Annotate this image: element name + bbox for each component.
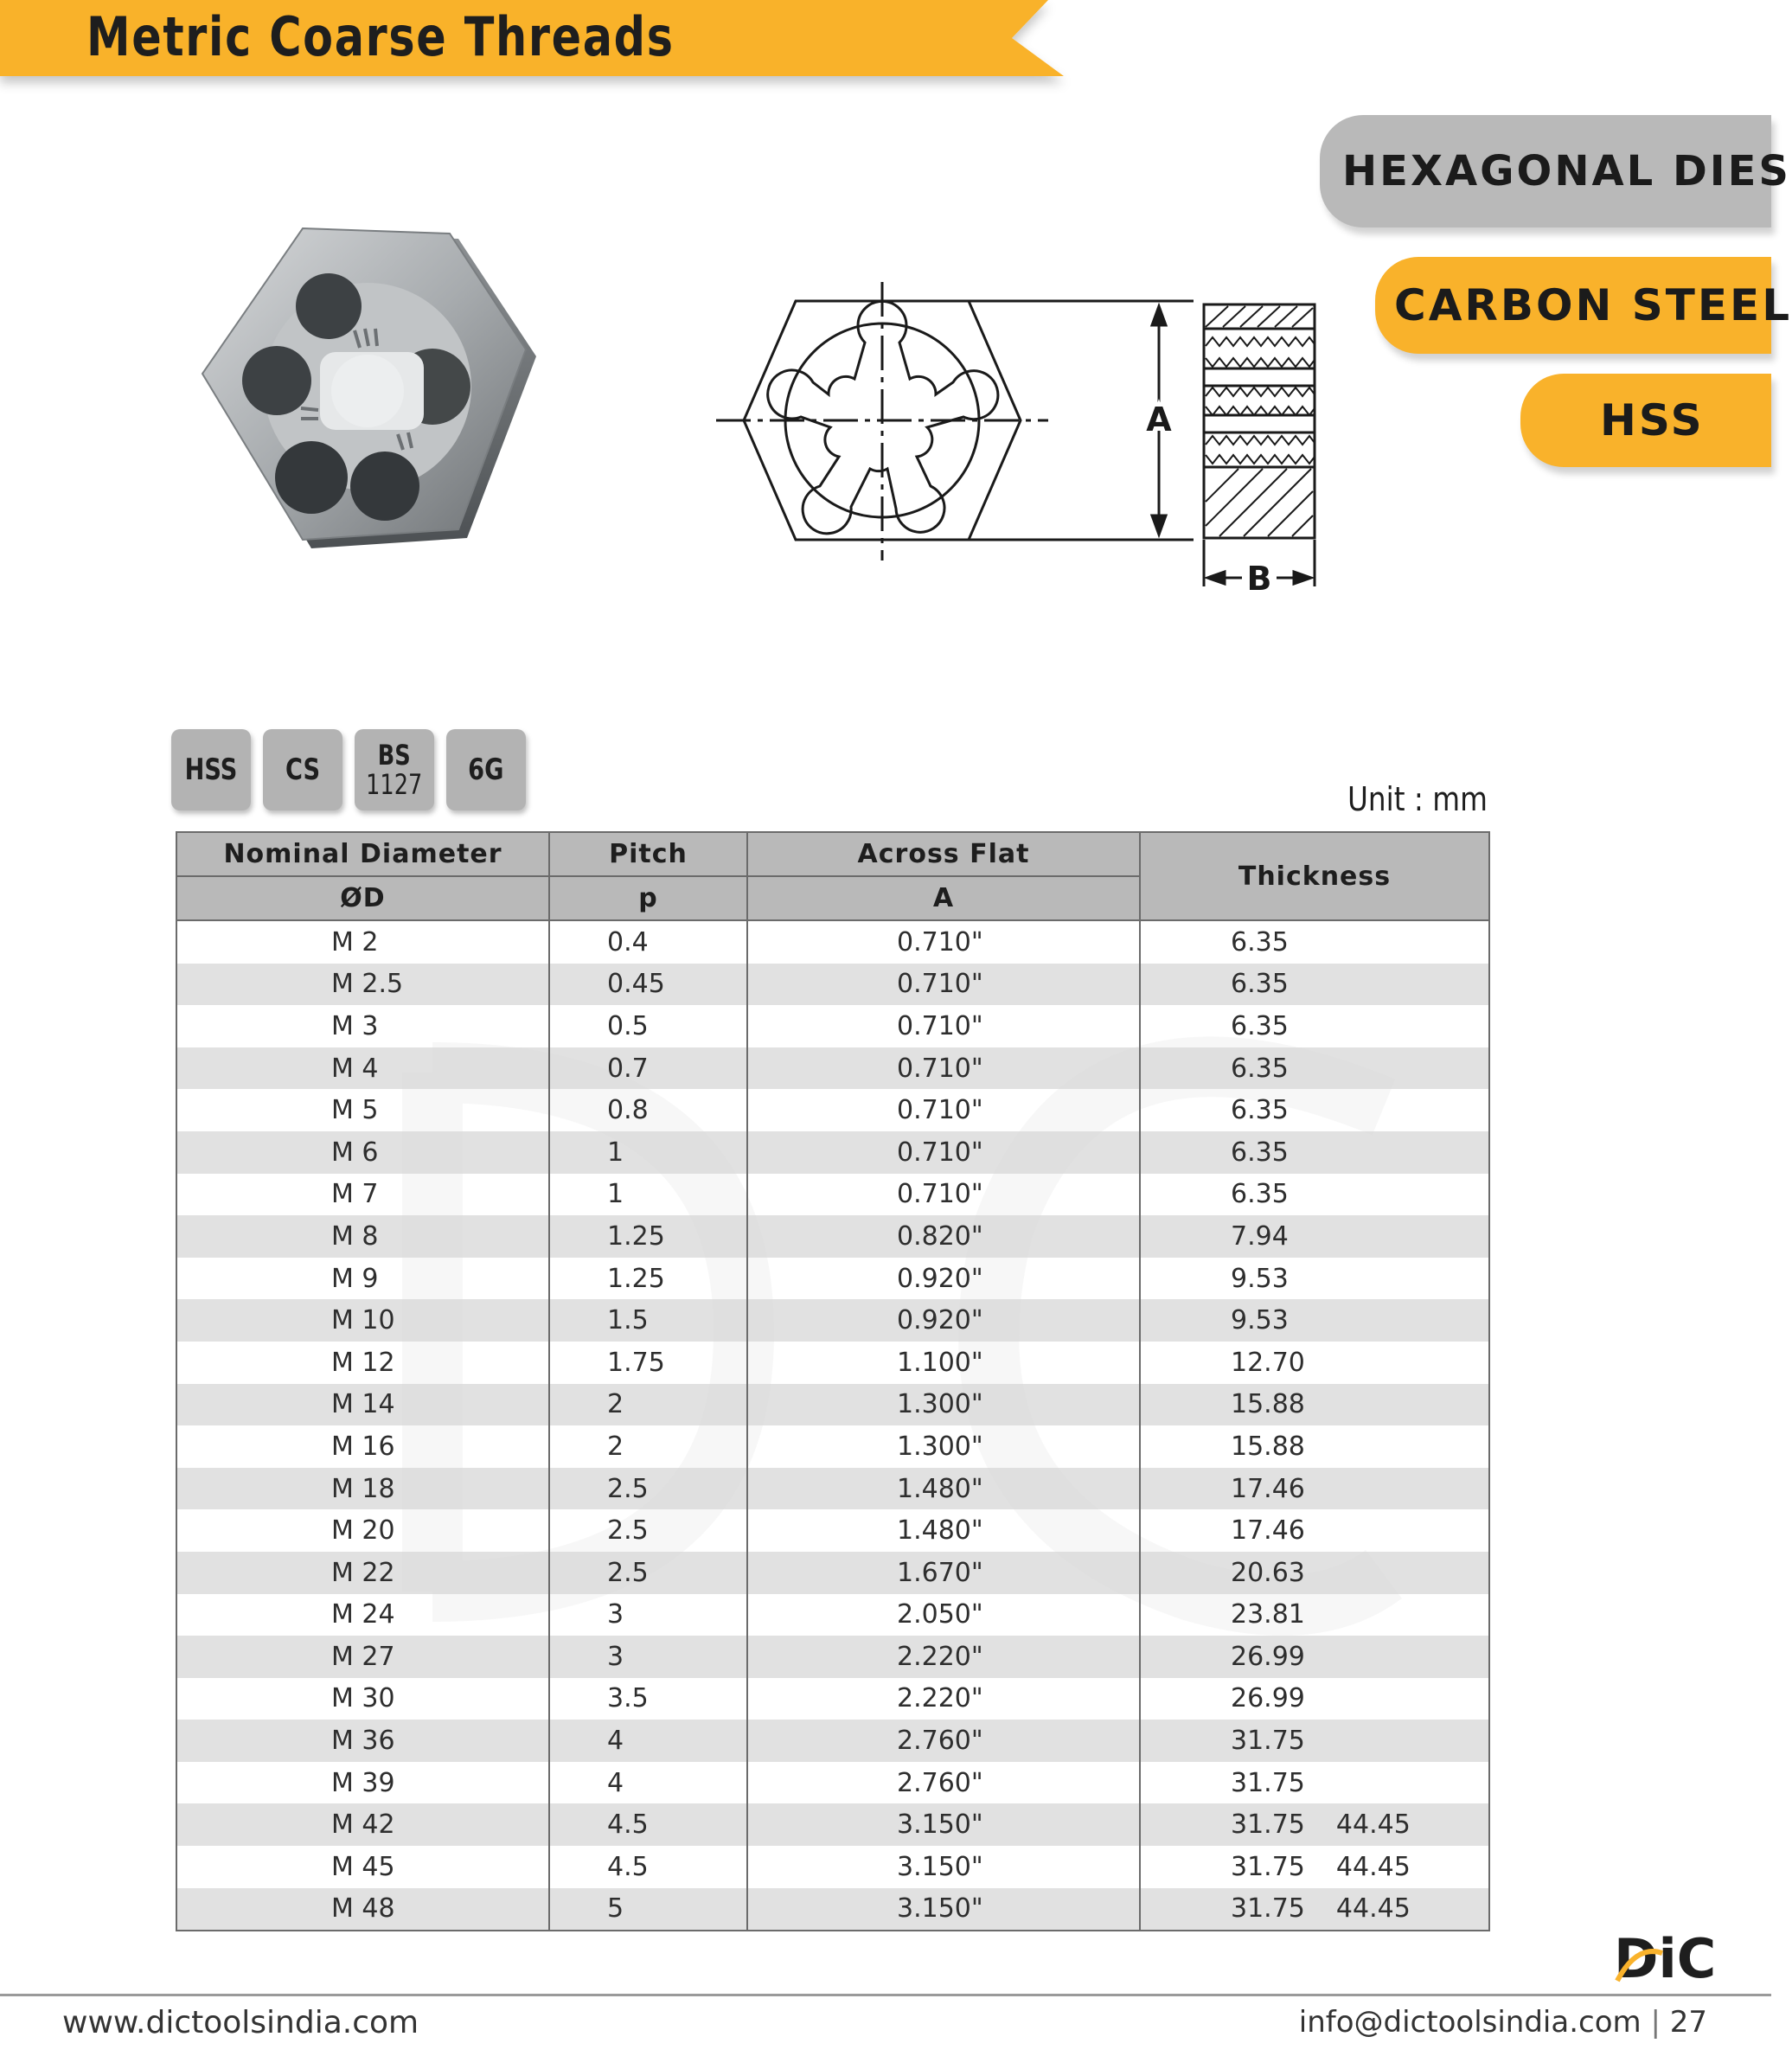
thickness-value: 23.81	[1231, 1599, 1305, 1630]
cell-across-flat: 0.820"	[747, 1215, 1140, 1258]
cell-pitch: 0.8	[549, 1089, 747, 1131]
cell-thickness	[1140, 1678, 1489, 1720]
hexagonal-die-photo	[199, 227, 545, 555]
cell-across-flat: 3.150"	[747, 1846, 1140, 1888]
dimension-a-label: A	[1146, 400, 1172, 439]
thickness-value: 6.35	[1231, 1179, 1289, 1210]
badge-6g	[446, 729, 526, 810]
badge-bs-1127	[355, 729, 434, 810]
table-row	[176, 1384, 1489, 1426]
footer-email[interactable]: info@dictoolsindia.com	[1298, 2005, 1642, 2040]
cell-pitch: 2	[549, 1425, 747, 1468]
cell-pitch: 4.5	[549, 1803, 747, 1846]
table-row	[176, 1215, 1489, 1258]
table-row	[176, 1552, 1489, 1594]
table-row	[176, 1468, 1489, 1510]
cell-across-flat: 3.150"	[747, 1803, 1140, 1846]
cell-pitch: 1	[549, 1131, 747, 1174]
cell-thickness	[1140, 1384, 1489, 1426]
thickness-value: 31.75	[1231, 1809, 1305, 1841]
header-diameter-symbol: ØD	[176, 876, 549, 920]
table-header-row	[176, 832, 1489, 876]
table-row	[176, 1803, 1489, 1846]
cell-nominal-diameter: M 8	[176, 1215, 549, 1258]
table-row	[176, 1425, 1489, 1468]
cell-thickness	[1140, 1720, 1489, 1762]
cell-thickness	[1140, 1215, 1489, 1258]
badge-cs	[263, 729, 342, 810]
badge-bs-number: 1127	[366, 768, 423, 801]
badge-cs-label: CS	[285, 753, 321, 787]
cell-across-flat: 2.760"	[747, 1762, 1140, 1804]
header-across-flat: Across Flat	[747, 832, 1140, 876]
cell-thickness	[1140, 1762, 1489, 1804]
cell-pitch: 2.5	[549, 1509, 747, 1552]
cell-nominal-diameter: M 36	[176, 1720, 549, 1762]
table-row	[176, 1047, 1489, 1090]
cell-nominal-diameter: M 6	[176, 1131, 549, 1174]
cell-thickness	[1140, 1846, 1489, 1888]
cell-thickness	[1140, 1089, 1489, 1131]
cell-nominal-diameter: M 48	[176, 1888, 549, 1931]
cell-nominal-diameter: M 4	[176, 1047, 549, 1090]
cell-thickness	[1140, 1299, 1489, 1342]
cell-pitch: 1.25	[549, 1258, 747, 1300]
cell-thickness	[1140, 1594, 1489, 1636]
thickness-value: 17.46	[1231, 1515, 1305, 1547]
title-banner	[0, 0, 1072, 82]
spec-badges	[171, 729, 526, 810]
cell-nominal-diameter: M 42	[176, 1803, 549, 1846]
cell-across-flat: 3.150"	[747, 1888, 1140, 1931]
table-row	[176, 1299, 1489, 1342]
cell-across-flat: 1.670"	[747, 1552, 1140, 1594]
cell-across-flat: 2.220"	[747, 1636, 1140, 1678]
cell-nominal-diameter: M 45	[176, 1846, 549, 1888]
cell-across-flat: 1.480"	[747, 1509, 1140, 1552]
cell-nominal-diameter: M 12	[176, 1342, 549, 1384]
thickness-value: 31.75	[1231, 1851, 1305, 1882]
cell-nominal-diameter: M 24	[176, 1594, 549, 1636]
table-row	[176, 1762, 1489, 1804]
cell-nominal-diameter: M 22	[176, 1552, 549, 1594]
table-row	[176, 1846, 1489, 1888]
badge-bs-label: BS	[378, 739, 411, 772]
thickness-value: 6.35	[1231, 1137, 1289, 1168]
cell-thickness	[1140, 964, 1489, 1006]
table-row	[176, 1342, 1489, 1384]
cell-nominal-diameter: M 30	[176, 1678, 549, 1720]
spec-table	[176, 831, 1490, 1931]
cell-nominal-diameter: M 39	[176, 1762, 549, 1804]
thickness-value: 9.53	[1231, 1305, 1289, 1336]
cell-thickness	[1140, 1131, 1489, 1174]
thickness-value: 12.70	[1231, 1347, 1305, 1378]
cell-nominal-diameter: M 20	[176, 1509, 549, 1552]
cell-pitch: 2.5	[549, 1468, 747, 1510]
cell-across-flat: 0.710"	[747, 1131, 1140, 1174]
cell-pitch: 1.25	[549, 1215, 747, 1258]
cell-thickness	[1140, 1425, 1489, 1468]
thickness-value: 6.35	[1231, 969, 1289, 1000]
cell-nominal-diameter: M 7	[176, 1174, 549, 1216]
cell-pitch: 0.4	[549, 920, 747, 964]
tag-hss-label: HSS	[1600, 395, 1705, 445]
cell-across-flat: 2.220"	[747, 1678, 1140, 1720]
cell-nominal-diameter: M 2	[176, 920, 549, 964]
thickness-value: 31.75	[1231, 1726, 1305, 1757]
thickness-value: 6.35	[1231, 1053, 1289, 1084]
tag-hexagonal-dies	[1320, 115, 1791, 227]
table-row	[176, 1888, 1489, 1931]
cell-pitch: 0.7	[549, 1047, 747, 1090]
footer-contact	[1299, 2005, 1707, 2040]
thickness-value: 26.99	[1231, 1683, 1305, 1714]
cell-thickness	[1140, 1552, 1489, 1594]
cell-pitch: 0.45	[549, 964, 747, 1006]
cell-thickness	[1140, 1258, 1489, 1300]
cell-thickness	[1140, 1047, 1489, 1090]
cell-across-flat: 0.710"	[747, 1005, 1140, 1047]
cell-pitch: 4	[549, 1762, 747, 1804]
cell-across-flat: 2.760"	[747, 1720, 1140, 1762]
thickness-value: 6.35	[1231, 926, 1289, 958]
cell-across-flat: 1.300"	[747, 1425, 1140, 1468]
table-body	[176, 920, 1489, 1931]
table-row	[176, 1678, 1489, 1720]
thickness-value: 15.88	[1231, 1431, 1305, 1462]
footer-separator: |	[1650, 2005, 1661, 2040]
table-row	[176, 1720, 1489, 1762]
cell-pitch: 2	[549, 1384, 747, 1426]
header-nominal-diameter: Nominal Diameter	[176, 832, 549, 876]
thickness-value: 26.99	[1231, 1641, 1305, 1672]
dimension-b-label: B	[1246, 560, 1272, 598]
cell-pitch: 3.5	[549, 1678, 747, 1720]
cell-pitch: 3	[549, 1636, 747, 1678]
cell-across-flat: 1.480"	[747, 1468, 1140, 1510]
tag-hss	[1520, 374, 1771, 467]
table-row	[176, 1131, 1489, 1174]
cell-pitch: 4	[549, 1720, 747, 1762]
cell-pitch: 0.5	[549, 1005, 747, 1047]
tag-carbon-steel-label: CARBON STEEL	[1394, 280, 1792, 330]
cell-nominal-diameter: M 16	[176, 1425, 549, 1468]
cell-nominal-diameter: M 10	[176, 1299, 549, 1342]
logo-text: DiC	[1614, 1927, 1717, 1990]
cell-across-flat: 0.710"	[747, 1089, 1140, 1131]
cell-thickness	[1140, 1342, 1489, 1384]
thickness-value: 15.88	[1231, 1389, 1305, 1420]
thickness-value: 17.46	[1231, 1473, 1305, 1504]
cell-nominal-diameter: M 5	[176, 1089, 549, 1131]
cell-pitch: 4.5	[549, 1846, 747, 1888]
thickness-value: 7.94	[1231, 1220, 1289, 1252]
table-row	[176, 1089, 1489, 1131]
unit-label: Unit : mm	[1347, 780, 1488, 818]
header-across-flat-symbol: A	[747, 876, 1140, 920]
cell-across-flat: 1.300"	[747, 1384, 1140, 1426]
cell-across-flat: 0.710"	[747, 1047, 1140, 1090]
cell-nominal-diameter: M 14	[176, 1384, 549, 1426]
cell-across-flat: 0.710"	[747, 1174, 1140, 1216]
table-row	[176, 1005, 1489, 1047]
cell-nominal-diameter: M 3	[176, 1005, 549, 1047]
cell-pitch: 1.5	[549, 1299, 747, 1342]
cell-across-flat: 0.920"	[747, 1299, 1140, 1342]
cell-thickness	[1140, 1005, 1489, 1047]
cell-thickness	[1140, 1888, 1489, 1931]
table-row	[176, 1174, 1489, 1216]
cell-nominal-diameter: M 27	[176, 1636, 549, 1678]
thickness-value: 9.53	[1231, 1263, 1289, 1294]
cell-thickness	[1140, 1468, 1489, 1510]
table-row	[176, 1509, 1489, 1552]
header-pitch-symbol: p	[549, 876, 747, 920]
cell-pitch: 1.75	[549, 1342, 747, 1384]
cell-thickness	[1140, 1636, 1489, 1678]
thickness-value-alt: 44.45	[1335, 1851, 1411, 1882]
cell-across-flat: 2.050"	[747, 1594, 1140, 1636]
cell-across-flat: 0.920"	[747, 1258, 1140, 1300]
spec-table-container	[176, 831, 1488, 1928]
cell-thickness	[1140, 1174, 1489, 1216]
cell-pitch: 3	[549, 1594, 747, 1636]
thickness-value: 6.35	[1231, 1095, 1289, 1126]
thickness-value: 31.75	[1231, 1893, 1305, 1925]
page-number: 27	[1669, 2005, 1707, 2040]
table-row	[176, 920, 1489, 964]
cell-nominal-diameter: M 18	[176, 1468, 549, 1510]
cell-across-flat: 1.100"	[747, 1342, 1140, 1384]
cell-nominal-diameter: M 9	[176, 1258, 549, 1300]
cell-thickness	[1140, 1803, 1489, 1846]
cell-nominal-diameter: M 2.5	[176, 964, 549, 1006]
table-row	[176, 964, 1489, 1006]
footer-divider	[0, 1994, 1771, 1996]
header-pitch: Pitch	[549, 832, 747, 876]
badge-hss	[171, 729, 251, 810]
tag-carbon-steel	[1375, 257, 1792, 354]
cell-pitch: 1	[549, 1174, 747, 1216]
page-title: Metric Coarse Threads	[86, 5, 675, 68]
thickness-value-alt: 44.45	[1335, 1809, 1411, 1841]
badge-hss-label: HSS	[184, 753, 238, 787]
thickness-value: 6.35	[1231, 1010, 1289, 1041]
technical-drawing	[709, 275, 1332, 604]
thickness-value-alt: 44.45	[1335, 1893, 1411, 1925]
cell-thickness	[1140, 1509, 1489, 1552]
tag-hexagonal-dies-label: HEXAGONAL DIES	[1342, 147, 1791, 195]
thickness-value: 31.75	[1231, 1767, 1305, 1798]
cell-thickness	[1140, 920, 1489, 964]
dic-logo	[1610, 1927, 1717, 1990]
footer-website[interactable]: www.dictoolsindia.com	[62, 2005, 419, 2040]
cell-across-flat: 0.710"	[747, 964, 1140, 1006]
table-row	[176, 1258, 1489, 1300]
table-row	[176, 1594, 1489, 1636]
header-thickness: Thickness	[1140, 832, 1489, 920]
cell-pitch: 2.5	[549, 1552, 747, 1594]
thickness-value: 20.63	[1231, 1557, 1305, 1588]
table-row	[176, 1636, 1489, 1678]
cell-pitch: 5	[549, 1888, 747, 1931]
badge-6g-label: 6G	[468, 753, 504, 787]
cell-across-flat: 0.710"	[747, 920, 1140, 964]
